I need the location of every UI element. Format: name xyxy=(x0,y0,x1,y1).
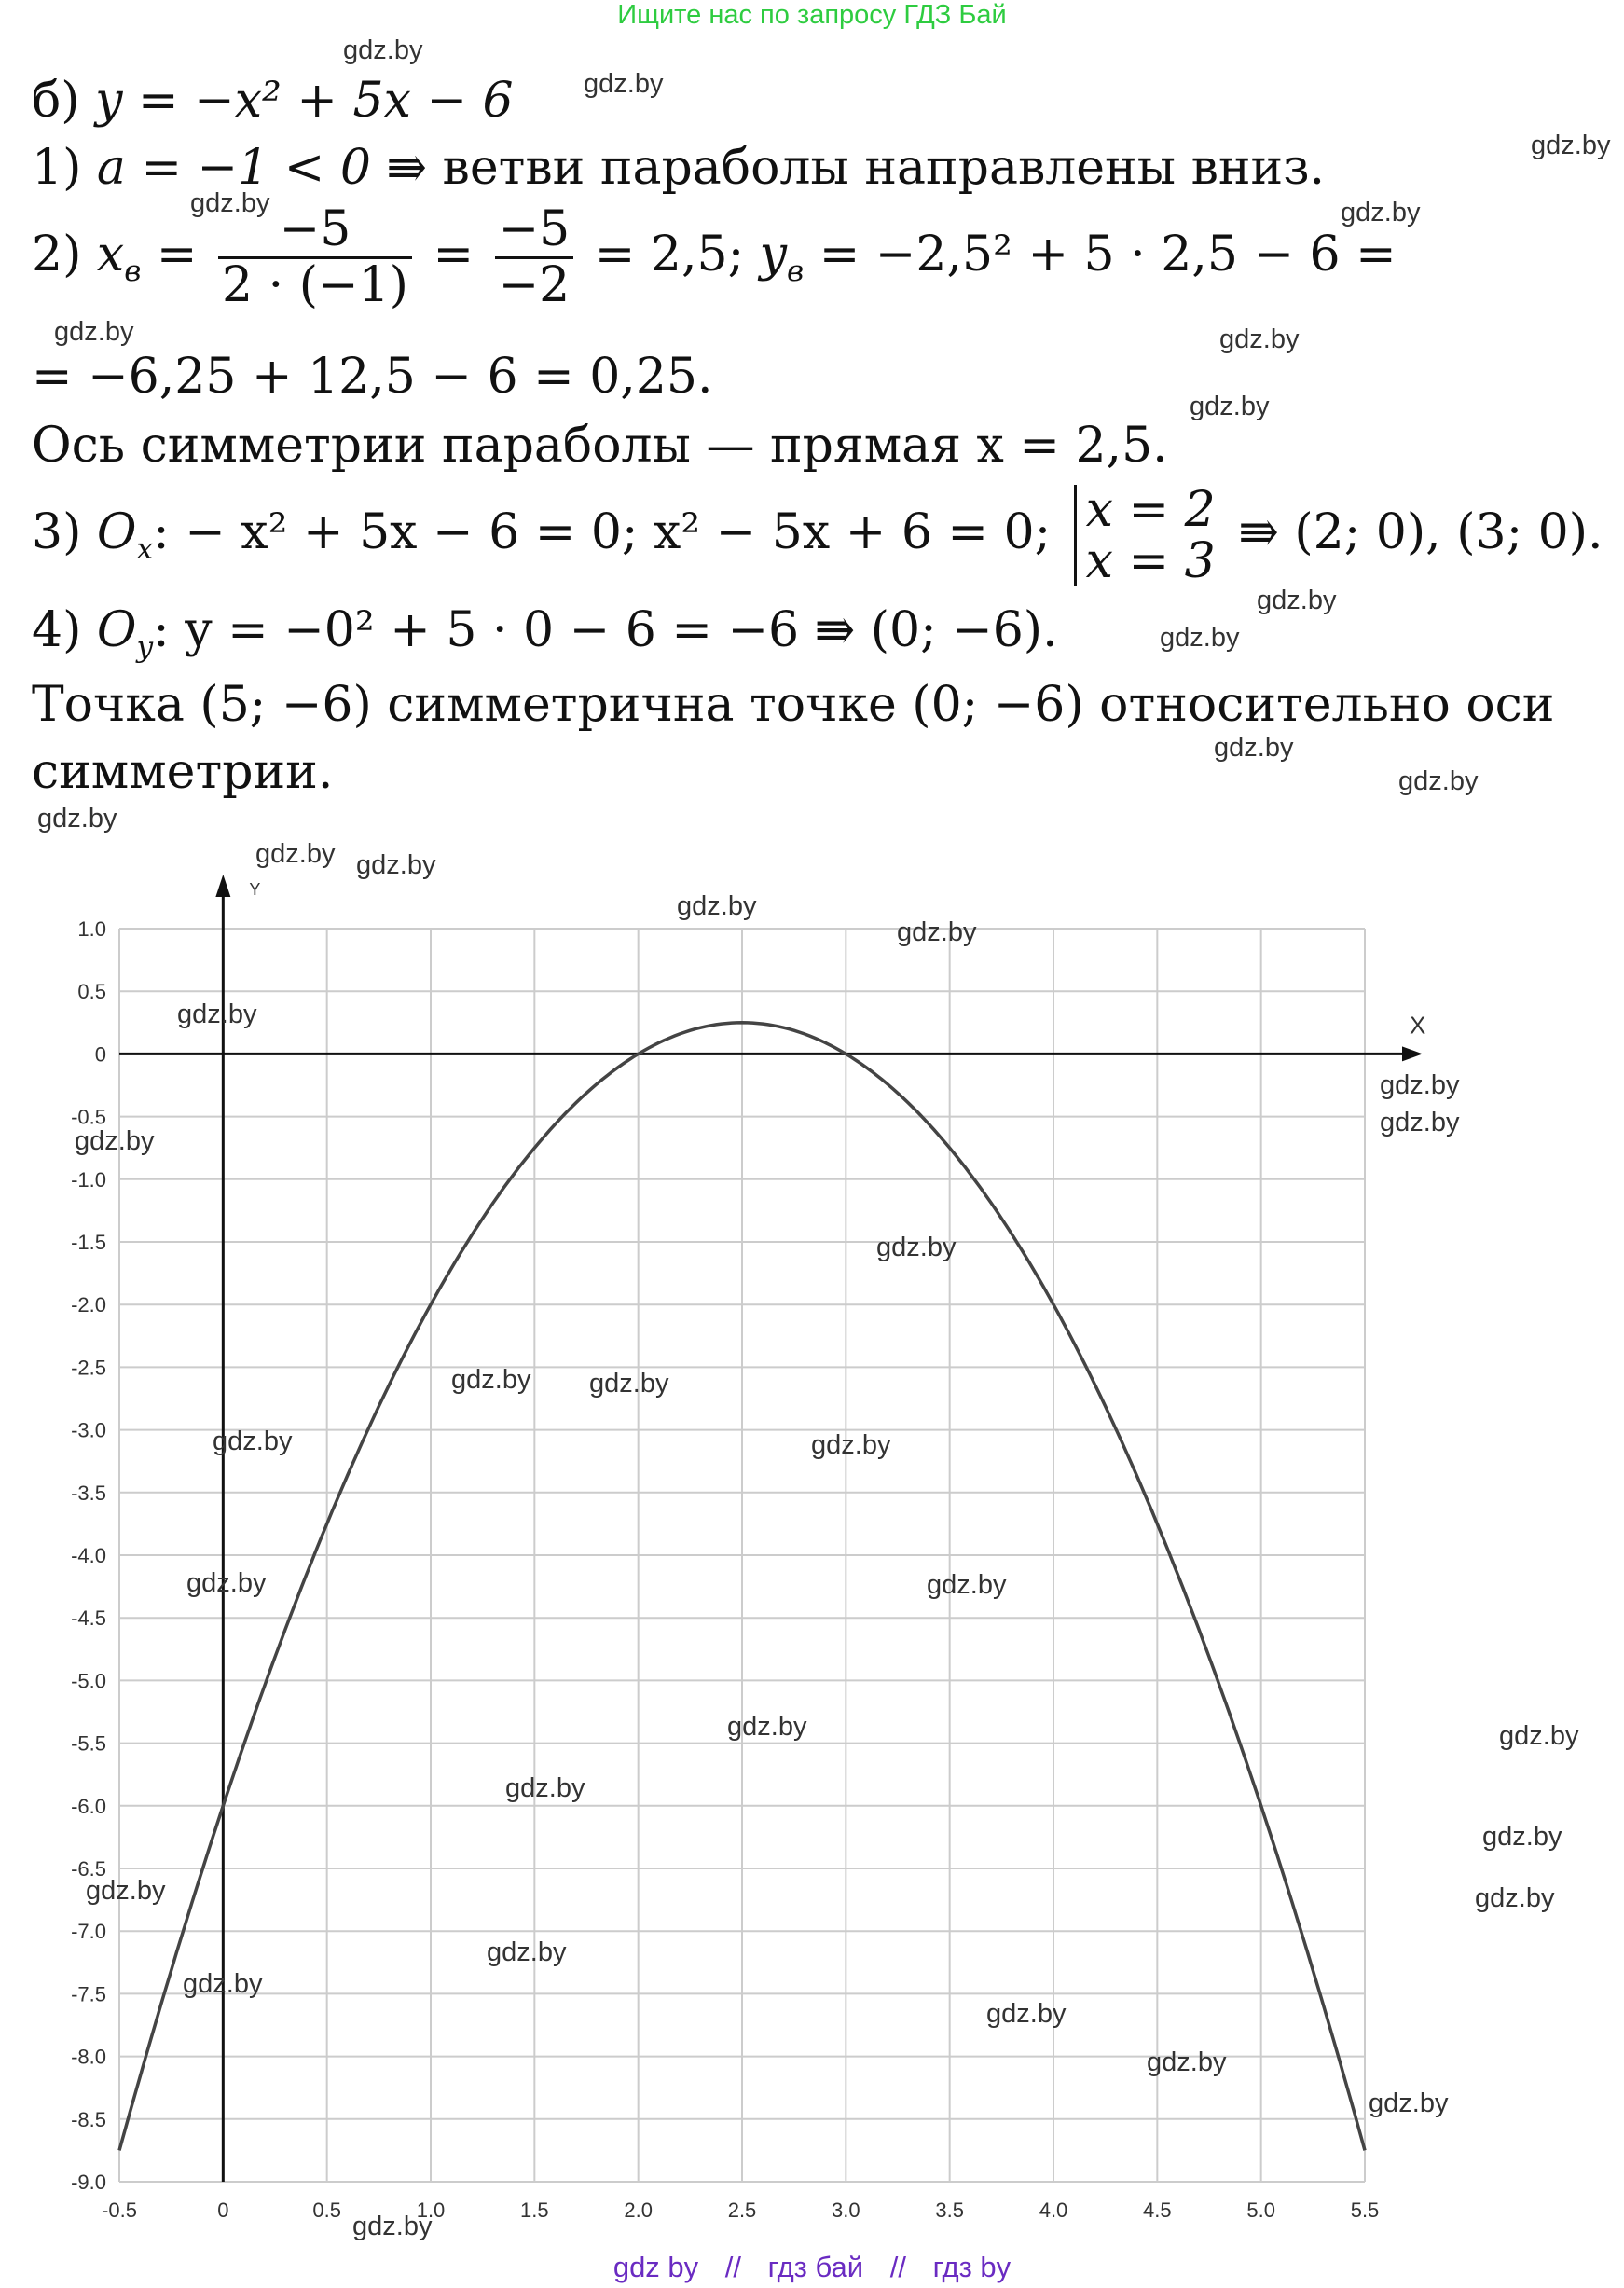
watermark-text: gdz.by xyxy=(1341,198,1421,227)
watermark-text: gdz.by xyxy=(1482,1822,1562,1852)
footer-separator-2: // xyxy=(889,2251,906,2283)
watermark-text: gdz.by xyxy=(356,850,436,880)
watermark-text: gdz.by xyxy=(487,1937,567,1967)
watermark-text: gdz.by xyxy=(505,1773,585,1803)
watermark-text: gdz.by xyxy=(1219,324,1300,354)
watermark-text: gdz.by xyxy=(589,1369,669,1399)
oy-subscript: y xyxy=(136,629,154,664)
xv-label: $x_в$ xyxy=(96,227,142,289)
y-tick-label: 1.0 xyxy=(77,917,106,941)
y-tick-label: -2.0 xyxy=(71,1293,106,1317)
y-tick-label: -1.0 xyxy=(71,1167,106,1192)
watermark-text: gdz.by xyxy=(1369,2088,1449,2118)
watermark-text: gdz.by xyxy=(1398,766,1479,796)
x-axis-arrow xyxy=(1402,1046,1423,1061)
watermark-text: gdz.by xyxy=(1499,1721,1579,1751)
fraction-2-numerator: −5 xyxy=(495,203,574,259)
symmetry-statement-line-1: Точка (5; −6) симметрична точке (0; −6) относительно оси xyxy=(32,677,1555,733)
y-tick-label: -4.0 xyxy=(71,1544,106,1567)
root-2: x = 3 xyxy=(1085,532,1216,589)
watermark-text: gdz.by xyxy=(1380,1108,1460,1137)
watermark-text: gdz.by xyxy=(190,188,270,218)
y-axis-label: Y xyxy=(249,880,261,899)
watermark-text: gdz.by xyxy=(986,1999,1067,2029)
watermark-text: gdz.by xyxy=(54,317,134,347)
watermark-text: gdz.by xyxy=(177,999,257,1029)
step-3-equations: : − x² + 5x − 6 = 0; x² − 5x + 6 = 0; xyxy=(153,504,1052,561)
x-tick-label: 1.5 xyxy=(520,2198,549,2222)
fraction-2-denominator: −2 xyxy=(498,257,571,314)
fraction-1-numerator: −5 xyxy=(218,203,412,259)
y-axis-arrow xyxy=(215,875,230,897)
xv-subscript: в xyxy=(124,255,142,289)
y-tick-label: -6.5 xyxy=(71,1857,106,1881)
yv-subscript: в xyxy=(787,255,805,289)
watermark-text: gdz.by xyxy=(255,839,336,869)
x-tick-label: 0.5 xyxy=(312,2198,341,2222)
step-3-result: ⇛ (2; 0), (3; 0). xyxy=(1238,504,1603,561)
y-tick-label: -3.0 xyxy=(71,1418,106,1442)
x-tick-label: 1.0 xyxy=(416,2198,446,2222)
watermark-text: gdz.by xyxy=(1190,392,1270,421)
y-tick-label: -2.5 xyxy=(71,1356,106,1380)
fraction-1-denominator: 2 · (−1) xyxy=(222,257,408,314)
watermark-text: gdz.by xyxy=(811,1430,891,1460)
watermark-text: gdz.by xyxy=(1214,733,1294,763)
footer-link-2[interactable]: гдз бай xyxy=(767,2251,864,2283)
x-tick-label: 3.0 xyxy=(832,2198,860,2222)
footer-separator-1: // xyxy=(724,2251,742,2283)
step-2-number: 2) xyxy=(32,227,82,283)
header-search-hint[interactable]: Ищите нас по запросу ГДЗ Бай xyxy=(617,0,1007,30)
root-1: x = 2 xyxy=(1085,482,1216,538)
ox-subscript: x xyxy=(136,532,154,566)
y-tick-label: -7.0 xyxy=(71,1920,106,1944)
step-1-formula: a = −1 < 0 ⇛ xyxy=(96,140,428,196)
x-axis-label: X xyxy=(1410,1011,1426,1040)
watermark-text: gdz.by xyxy=(75,1126,155,1156)
yv-label: $y_в$ xyxy=(759,227,805,289)
watermark-text: gdz.by xyxy=(213,1427,293,1456)
footer-links xyxy=(0,2251,1624,2284)
ox-label: $O_x$ xyxy=(96,504,154,566)
watermark-text: gdz.by xyxy=(343,35,423,65)
yv-expression: = −2,5² + 5 · 2,5 − 6 = xyxy=(819,227,1397,283)
y-tick-label: -8.0 xyxy=(71,2045,106,2069)
watermark-text: gdz.by xyxy=(677,891,757,921)
y-tick-label: -9.0 xyxy=(71,2171,106,2194)
watermark-text: gdz.by xyxy=(1475,1883,1555,1913)
step-2: 2) $x_в$ = $\frac{-5}{2 \cdot (-1)}$ = $\frac{-5}{-2}$ = 2,5; $y_в = -2,5^2 + 5 \cdot 2,5 - 6$ = xyxy=(32,201,1397,314)
step-3-number: 3) xyxy=(32,504,82,561)
watermark-text: gdz.by xyxy=(451,1365,531,1395)
x-tick-label: 4.5 xyxy=(1143,2198,1172,2222)
watermark-text: gdz.by xyxy=(1160,623,1240,653)
y-tick-label: -4.5 xyxy=(71,1606,106,1631)
symmetry-statement-line-2: симметрии. xyxy=(32,744,334,800)
step-1-number: 1) xyxy=(32,140,82,196)
watermark-text: gdz.by xyxy=(727,1712,807,1742)
xv-value: = 2,5; xyxy=(594,227,745,283)
y-tick-label: -5.0 xyxy=(71,1669,106,1693)
watermark-text: gdz.by xyxy=(584,69,664,99)
y-tick-label: 0.5 xyxy=(77,980,106,1004)
step-4-number: 4) xyxy=(32,602,82,658)
symmetry-axis-statement: Ось симметрии параболы — прямая x = 2,5. xyxy=(32,418,1168,474)
step-4-expression: : y = −0² + 5 · 0 − 6 = −6 ⇛ (0; −6). xyxy=(153,602,1058,658)
x-tick-label: 5.5 xyxy=(1350,2198,1380,2222)
watermark-text: gdz.by xyxy=(37,804,117,834)
y-tick-label: 0 xyxy=(94,1042,106,1067)
y-tick-label: -0.5 xyxy=(71,1105,106,1129)
oy-label: $O_y$ xyxy=(96,602,154,664)
watermark-text: gdz.by xyxy=(876,1233,957,1262)
function-formula: y = −x² + 5x − 6 xyxy=(95,73,514,129)
watermark-text: gdz.by xyxy=(1380,1070,1460,1100)
watermark-text: gdz.by xyxy=(1147,2047,1227,2077)
watermark-text: gdz.by xyxy=(1257,586,1337,615)
x-tick-label: 0 xyxy=(217,2198,229,2222)
y-tick-label: -5.5 xyxy=(71,1731,106,1756)
y-tick-label: -8.5 xyxy=(71,2107,106,2131)
watermark-text: gdz.by xyxy=(86,1876,166,1906)
watermark-text: gdz.by xyxy=(186,1568,267,1598)
x-tick-label: 4.0 xyxy=(1039,2198,1068,2222)
y-tick-label: -1.5 xyxy=(71,1231,106,1254)
x-tick-label: 2.5 xyxy=(727,2198,757,2222)
x-tick-label: 3.5 xyxy=(935,2198,964,2222)
x-tick-label: 2.0 xyxy=(624,2198,653,2222)
x-tick-label: -0.5 xyxy=(102,2198,137,2222)
footer-link-3[interactable]: гдз by xyxy=(932,2251,1012,2283)
y-tick-label: -6.0 xyxy=(71,1794,106,1818)
footer-link-1[interactable]: gdz by xyxy=(612,2251,699,2283)
step-2-continuation: = −6,25 + 12,5 − 6 = 0,25. xyxy=(32,349,713,405)
watermark-text: gdz.by xyxy=(897,917,977,947)
part-label: б) xyxy=(32,73,80,129)
watermark-text: gdz.by xyxy=(927,1570,1007,1600)
watermark-text: gdz.by xyxy=(183,1969,263,1999)
y-tick-label: -7.5 xyxy=(71,1982,106,2006)
step-1-text: ветви параболы направлены вниз. xyxy=(442,140,1326,196)
y-tick-label: -3.5 xyxy=(71,1481,106,1505)
x-tick-label: 5.0 xyxy=(1246,2198,1275,2222)
watermark-text: gdz.by xyxy=(1531,131,1611,160)
watermark-text: gdz.by xyxy=(352,2212,433,2241)
